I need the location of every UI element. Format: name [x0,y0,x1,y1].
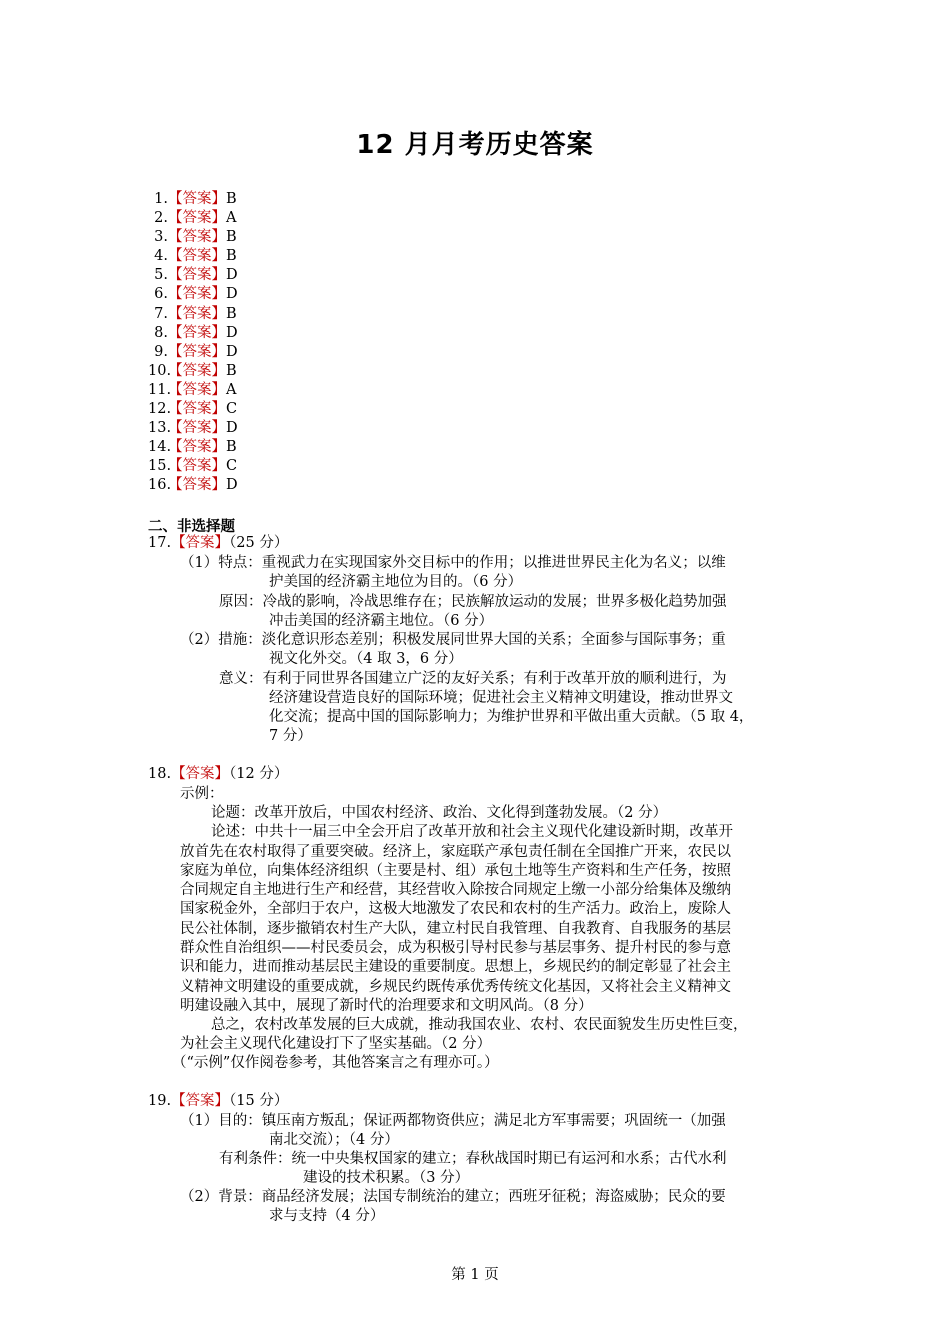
q18-line: 家庭为单位，向集体经济组织（主要是村、组）承包土地等生产资料和生产任务，按照 [180,863,731,879]
q17-line: 护美国的经济霸主地位为目的。（6 分） [269,574,523,590]
q19-line: 南北交流）；（4 分） [269,1132,399,1148]
mc-answer-row [148,343,238,362]
mc-answer-row [148,419,238,438]
mc-answer-row [148,476,238,495]
q17-header: 17.【答案】（25 分） [148,535,289,551]
q18-line: 论题：改革开放后，中国农村经济、政治、文化得到蓬勃发展。（2 分） [211,805,668,821]
answer-letter: B [226,248,237,265]
question-number: 14. [148,439,172,456]
answer-letter: B [226,362,237,379]
answer-letter: B [226,229,237,246]
page-number: 第 1 页 [451,1267,499,1283]
q19-line: 求与支持（4 分） [269,1208,385,1224]
answer-tag: 【答案】 [168,248,226,265]
answer-letter: C [226,458,238,475]
q18-line: 明建设融入其中，展现了新时代的治理要求和文明风尚。（8 分） [180,998,593,1014]
answer-tag: 【答案】 [168,324,226,341]
mc-answer-row [148,190,238,209]
q17-line: 7 分） [269,728,312,744]
answer-letter: B [226,305,237,322]
answer-letter: D [226,477,238,494]
q17-line: 冲击美国的经济霸主地位。（6 分） [269,613,494,629]
mc-answer-row [148,228,238,247]
answer-letter: A [226,381,237,398]
q18-line: 为社会主义现代化建设打下了坚实基础。（2 分） [180,1036,492,1052]
answer-tag: 【答案】 [168,210,226,227]
q17-line: （2）措施：淡化意识形态差别；积极发展同世界大国的关系；全面参与国际事务；重 [180,632,726,648]
q18-line: 国家税金外，全部归于农户，这极大地激发了农民和农村的生产活力。政治上，废除人 [180,901,731,917]
multiple-choice-answers [148,190,238,496]
mc-answer-row [148,438,238,457]
answer-tag: 【答案】 [168,477,226,494]
answer-tag: 【答案】 [168,362,226,379]
q19-line: （1）目的：镇压南方叛乱；保证两都物资供应；满足北方军事需要；巩固统一（加强 [180,1113,726,1129]
answer-letter: D [226,267,238,284]
answer-letter: B [226,439,237,456]
mc-answer-row [148,400,238,419]
question-number: 12. [148,401,172,418]
answer-letter: D [226,324,238,341]
answer-tag: 【答案】 [168,229,226,246]
answer-tag: 【答案】 [168,343,226,360]
mc-answer-row [148,305,238,324]
mc-answer-row [148,324,238,343]
question-number: 16. [148,477,172,494]
answer-letter: D [226,286,238,303]
q18-line: 示例： [180,786,224,802]
question-number: 9. [154,343,168,360]
q18-line: 论述：中共十一届三中全会开启了改革开放和社会主义现代化建设新时期，改革开 [211,824,733,840]
q18-line: 放首先在农村取得了重要突破。经济上，家庭联产承包责任制在全国推广开来，农民以 [180,844,731,860]
answer-letter: A [226,210,237,227]
answer-tag: 【答案】 [168,305,226,322]
q18-line: 民公社体制，逐步撤销农村生产大队，建立村民自我管理、自我教育、自我服务的基层 [180,921,731,937]
question-number: 4. [154,248,168,265]
q19-line: 建设的技术积累。（3 分） [303,1170,470,1186]
mc-answer-row [148,266,238,285]
q17-line: 经济建设营造良好的国际环境；促进社会主义精神文明建设，推动世界文 [269,690,733,706]
mc-answer-row [148,285,238,304]
question-number: 10. [148,362,172,379]
question-number: 7. [154,305,168,322]
mc-answer-row [148,209,238,228]
answer-tag: 【答案】 [168,267,226,284]
answer-tag: 【答案】 [168,439,226,456]
question-number: 8. [154,324,168,341]
answer-letter: C [226,401,238,418]
q19-line: 有利条件：统一中央集权国家的建立；春秋战国时期已有运河和水系；古代水利 [219,1151,727,1167]
answer-tag: 【答案】 [168,191,226,207]
question-number: 6. [154,286,168,303]
q18-line: 合同规定自主地进行生产和经营，其经营收入除按合同规定上缴一小部分给集体及缴纳 [180,882,731,898]
question-number: 15. [148,458,172,475]
q18-header: 18.【答案】（12 分） [148,766,289,782]
q18-line: 识和能力，进而推动基层民主建设的重要制度。思想上，乡规民约的制定彰显了社会主 [180,959,731,975]
q17-line: 化交流；提高中国的国际影响力；为维护世界和平做出重大贡献。（5 取 4， [269,709,754,725]
question-number: 11. [148,381,172,398]
q19-line: （2）背景：商品经济发展；法国专制统治的建立；西班牙征税；海盗威胁；民众的要 [180,1189,726,1205]
q19-header: 19.【答案】（15 分） [148,1093,289,1109]
answer-tag: 【答案】 [168,286,226,303]
q17-line: 视文化外交。（4 取 3，6 分） [269,651,463,667]
q17-line: 意义：有利于同世界各国建立广泛的友好关系；有利于改革开放的顺利进行，为 [219,671,727,687]
q17-line: 原因：冷战的影响，冷战思维存在；民族解放运动的发展；世界多极化趋势加强 [219,594,727,610]
page-title: 12 月月考历史答案 [356,130,594,160]
answer-letter: B [226,191,237,207]
answer-letter: D [226,343,238,360]
q17-line: （1）特点：重视武力在实现国家外交目标中的作用；以推进世界民主化为名义；以维 [180,555,726,571]
question-number: 1. [154,191,168,207]
section-title: 二、非选择题 [148,519,235,535]
question-number: 2. [154,210,168,227]
mc-answer-row [148,247,238,266]
answer-tag: 【答案】 [168,458,226,475]
question-number: 5. [154,267,168,284]
q18-line: （“示例”仅作阅卷参考，其他答案言之有理亦可。） [172,1055,499,1071]
q18-line: 义精神文明建设的重要成就，乡规民约既传承优秀传统文化基因，又将社会主义精神文 [180,979,731,995]
answer-tag: 【答案】 [168,401,226,418]
mc-answer-row [148,362,238,381]
q18-line: 总之，农村改革发展的巨大成就，推动我国农业、农村、农民面貌发生历史性巨变， [211,1017,748,1033]
question-number: 3. [154,229,168,246]
q18-line: 群众性自治组织——村民委员会，成为积极引导村民参与基层事务、提升村民的参与意 [180,940,731,956]
mc-answer-row [148,457,238,476]
question-number: 13. [148,420,172,437]
answer-letter: D [226,420,238,437]
answer-tag: 【答案】 [168,420,226,437]
mc-answer-row [148,381,238,400]
answer-tag: 【答案】 [168,381,226,398]
